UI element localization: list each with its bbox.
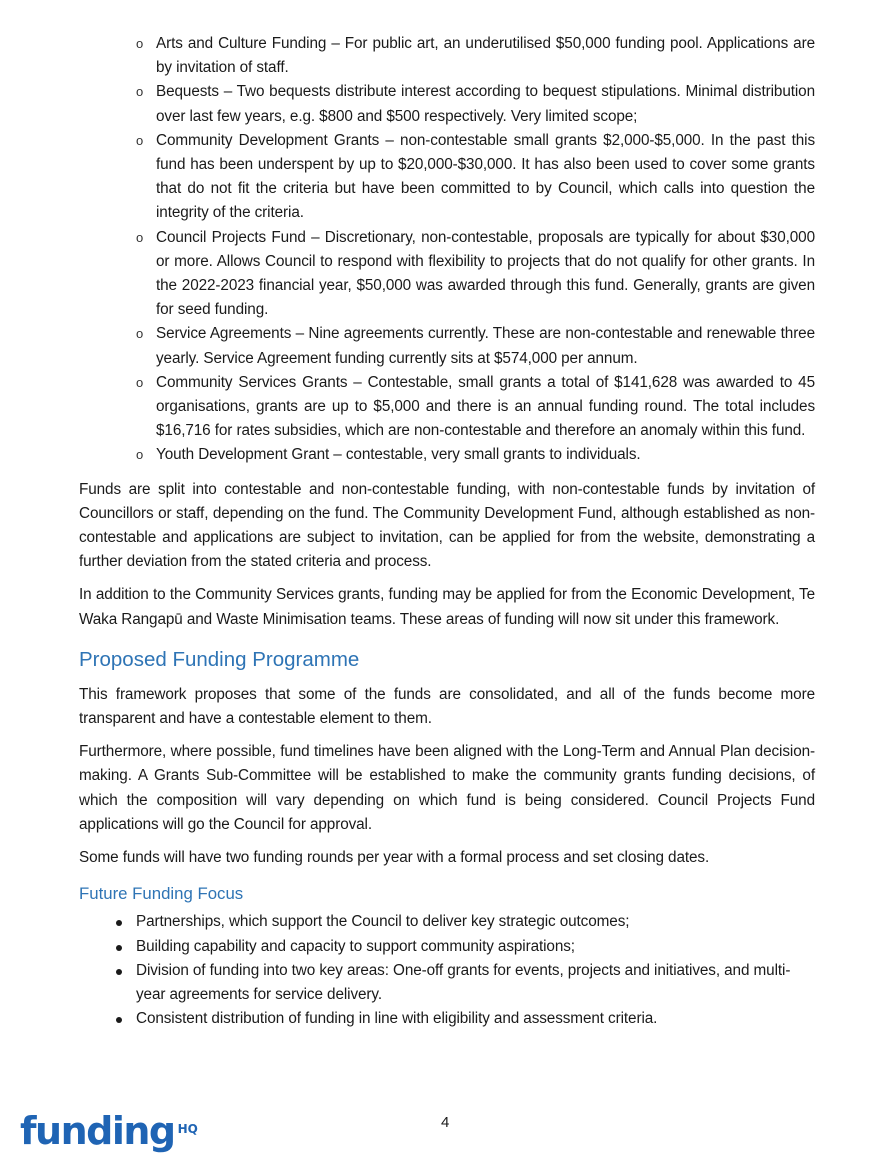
focus-item-text: Building capability and capacity to support community aspirations; bbox=[136, 937, 575, 955]
circle-bullet-icon: o bbox=[136, 326, 144, 342]
fund-list bbox=[136, 32, 815, 468]
paragraph-contestable: Funds are split into contestable and non-contestable funding, with non-contestable funds by invitation of Councillors or staff, depending on the fund. The Community Development Fund, although established as non-contestable and applications are subject to invitation, can be applied for from the website, demonstrating a further deviation from the stated criteria and process. bbox=[79, 480, 815, 571]
paragraph-timelines: Furthermore, where possible, fund timelines have been aligned with the Long-Term and Annual Plan decision-making. A Grants Sub-Committee will be established to make the community grants funding decisions, of which the composition will vary depending on which fund is being considered. Council Projects Fund applications will go the Council for approval. bbox=[79, 743, 815, 833]
focus-list bbox=[112, 910, 815, 1031]
focus-item bbox=[112, 910, 815, 934]
bullet-icon bbox=[116, 969, 122, 975]
fund-item-text: Youth Development Grant – contestable, very small grants to individuals. bbox=[156, 446, 641, 464]
fund-item-text: Council Projects Fund – Discretionary, non-contestable, proposals are typically for about $30,000 or more. Allows Council to respond with flexibility to projects that do not qualify for other grants. In the 2022-2023 financial year, $50,000 was awarded through this fund. Generally, grants are given for seed funding. bbox=[156, 228, 815, 319]
focus-item bbox=[112, 1007, 815, 1031]
fund-item-text: Bequests – Two bequests distribute interest according to bequest stipulations. Minimal distribution over last few years, e.g. $800 and $500 respectively. Very limited scope; bbox=[156, 83, 815, 125]
circle-bullet-icon: o bbox=[136, 229, 144, 245]
bullet-icon bbox=[116, 945, 122, 951]
page-content bbox=[79, 32, 815, 1031]
fund-item-text: Service Agreements – Nine agreements currently. These are non-contestable and renewable three yearly. Service Agreement funding currently sits at $574,000 per annum. bbox=[156, 325, 815, 367]
paragraph-funding-rounds: Some funds will have two funding rounds per year with a formal process and set closing dates. bbox=[79, 849, 710, 867]
fund-item-service-agreements bbox=[136, 322, 815, 370]
funding-hq-logo bbox=[20, 1109, 198, 1153]
circle-bullet-icon: o bbox=[136, 36, 144, 51]
circle-bullet-icon: o bbox=[136, 84, 144, 100]
subsection-heading: Future Funding Focus bbox=[79, 884, 244, 904]
focus-item-text: Consistent distribution of funding in line with eligibility and assessment criteria. bbox=[136, 1010, 658, 1028]
circle-bullet-icon: o bbox=[136, 374, 144, 390]
fund-item-text: Arts and Culture Funding – For public art, an underutilised $50,000 funding pool. Applications are by invitation of staff. bbox=[156, 35, 815, 77]
focus-item bbox=[112, 935, 815, 959]
fund-item-text: Community Services Grants – Contestable, small grants a total of $141,628 was awarded to 45 organisations, grants are up to $5,000 and there is an annual funding round. The total includes $16,716 for rates subsidies, which are non-contestable and therefore an anomaly within this fund. bbox=[156, 373, 815, 440]
focus-item-text: Partnerships, which support the Council to deliver key strategic outcomes; bbox=[136, 913, 630, 931]
focus-item-text: Division of funding into two key areas: One-off grants for events, projects and initiatives, and multi-year agreements for service delivery. bbox=[136, 961, 791, 1003]
fund-item-community-development bbox=[136, 129, 815, 226]
focus-item bbox=[112, 959, 815, 1007]
section-heading: Proposed Funding Programme bbox=[79, 647, 360, 671]
fund-item-council-projects bbox=[136, 226, 815, 323]
bullet-icon bbox=[116, 1017, 122, 1023]
page-number: 4 bbox=[441, 1114, 450, 1131]
fund-item-text: Community Development Grants – non-contestable small grants $2,000-$5,000. In the past this fund has been underspent by up to $20,000-$30,000. It has also been used to cover some grants that do not fit the criteria but have been committed to by Council, which calls into question the integrity of the criteria. bbox=[156, 131, 815, 222]
circle-bullet-icon: o bbox=[136, 447, 144, 463]
fund-item-bequests bbox=[136, 80, 815, 128]
paragraph-framework: This framework proposes that some of the funds are consolidated, and all of the funds become more transparent and have a contestable element to them. bbox=[79, 685, 815, 728]
logo-suffix: HQ bbox=[177, 1122, 198, 1136]
bullet-icon bbox=[116, 920, 122, 926]
circle-bullet-icon: o bbox=[136, 132, 144, 148]
paragraph-additional-funding: In addition to the Community Services grants, funding may be applied for from the Economic Development, Te Waka Rangapū and Waste Minimisation teams. These areas of funding will now sit under this framework. bbox=[79, 586, 815, 628]
logo-wordmark: funding bbox=[20, 1109, 175, 1153]
fund-item-arts bbox=[136, 32, 815, 80]
fund-item-community-services bbox=[136, 371, 815, 444]
fund-item-youth-development bbox=[136, 443, 815, 467]
